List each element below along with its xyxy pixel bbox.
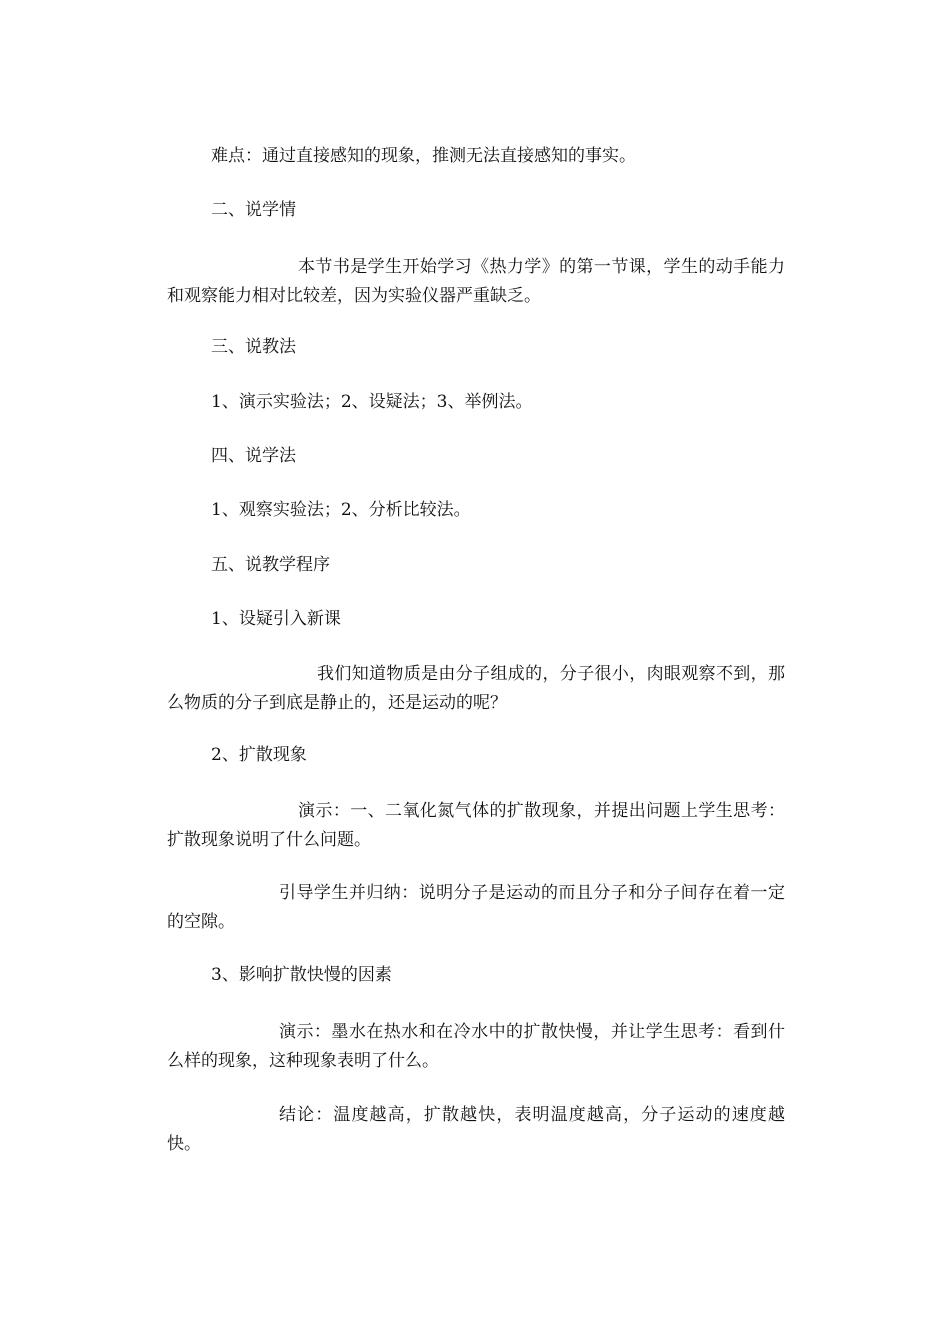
teaching-method-list: 1、演示实验法；2、设疑法；3、举例法。: [211, 392, 533, 412]
section-heading-learning-situation: 二、说学情: [211, 200, 296, 220]
step2-demo-paragraph: 演示：一、二氧化氮气体的扩散现象，并提出问题上学生思考：扩散现象说明了什么问题。: [167, 801, 785, 850]
difficulty-line: 难点：通过直接感知的现象，推测无法直接感知的事实。: [211, 146, 636, 166]
section-heading-teaching-procedure: 五、说教学程序: [211, 555, 330, 575]
step1-heading: 1、设疑引入新课: [211, 609, 341, 629]
step2-conclusion-paragraph: 引导学生并归纳：说明分子是运动的而且分子和分子间存在着一定的空隙。: [167, 883, 785, 932]
step2-heading: 2、扩散现象: [211, 745, 307, 765]
step1-paragraph: 我们知道物质是由分子组成的，分子很小，肉眼观察不到，那么物质的分子到底是静止的，还是运动的呢？: [167, 664, 785, 713]
section-heading-learning-method: 四、说学法: [211, 446, 296, 466]
section-heading-teaching-method: 三、说教法: [211, 337, 296, 357]
learning-situation-paragraph: 本节书是学生开始学习《热力学》的第一节课，学生的动手能力和观察能力相对比较差，因为实验仪器严重缺乏。: [167, 257, 785, 306]
step3-conclusion-paragraph: 结论：温度越高，扩散越快，表明温度越高，分子运动的速度越快。: [167, 1105, 785, 1154]
step3-demo-paragraph: 演示：墨水在热水和在冷水中的扩散快慢，并让学生思考：看到什么样的现象，这种现象表明了什么。: [167, 1022, 785, 1071]
step3-heading: 3、影响扩散快慢的因素: [211, 965, 392, 985]
learning-method-list: 1、观察实验法；2、分析比较法。: [211, 500, 471, 520]
